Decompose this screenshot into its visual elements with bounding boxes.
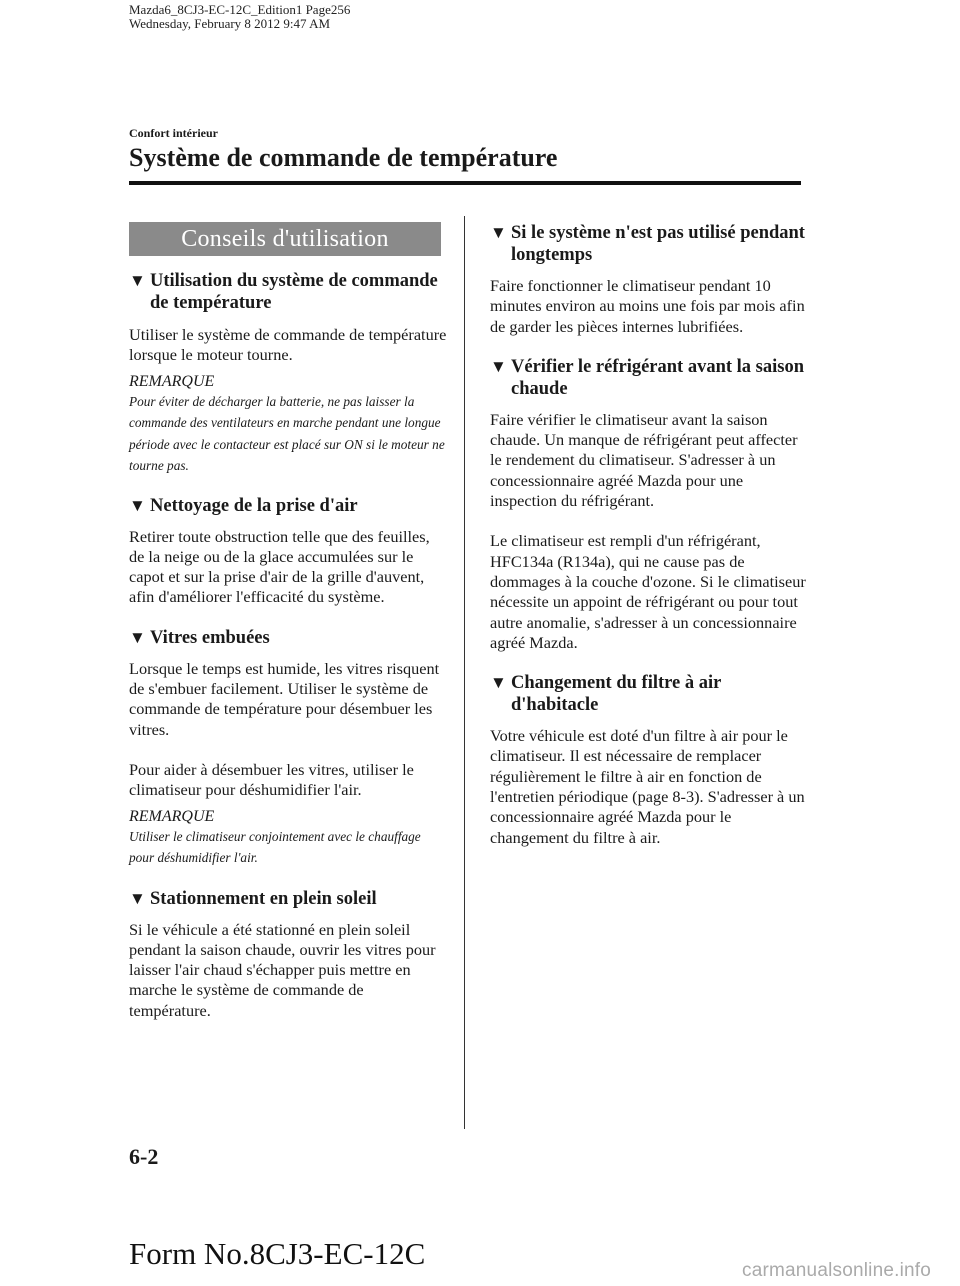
print-header-line1: Mazda6_8CJ3-EC-12C_Edition1 Page256 — [129, 2, 351, 17]
paragraph: Si le véhicule a été stationné en plein soleil pendant la saison chaude, ouvrir les vitres pour laisser l'air chaud s'échapper puis mettre en marche le système de commande de température. — [129, 919, 436, 1020]
topic-heading-text: Si le système n'est pas utilisé pendant longtemps — [511, 223, 805, 265]
note-text: Pour éviter de décharger la batterie, ne pas laisser la commande des ventilateurs en marche pendant une longue période avec le contacteur est placé sur ON si le moteur ne tourne pas. — [129, 393, 445, 474]
column-divider — [464, 216, 465, 1129]
print-header-line2: Wednesday, February 8 2012 9:47 AM — [129, 16, 331, 31]
paragraph: Votre véhicule est doté d'un filtre à air pour le climatiseur. Il est nécessaire de remplacer régulièrement le filtre à air en fonction de l'entretien périodique (page 8-3). S'adresser à un concessionnaire agréé Mazda pour le changement du filtre à air. — [490, 726, 805, 847]
title-rule — [129, 181, 801, 185]
topic-heading — [129, 495, 447, 517]
note-label: REMARQUE — [129, 372, 215, 390]
topic-heading — [490, 356, 808, 400]
triangle-bullet-icon: ▼ — [490, 356, 507, 376]
page-number: 6-2 — [129, 1144, 159, 1169]
note-text: Utiliser le climatiseur conjointement avec le chauffage pour déshumidifier l'air. — [129, 828, 421, 866]
topic-heading-text: Utilisation du système de commande de température — [150, 271, 438, 313]
form-number: Form No.8CJ3-EC-12C — [129, 1236, 426, 1271]
paragraph: Le climatiseur est rempli d'un réfrigérant, HFC134a (R134a), qui ne cause pas de dommages à la couche d'ozone. Si le climatiseur nécessite un appoint de réfrigérant ou pour tout autre anomalie, s'adresser à un concessionnaire agréé Mazda. — [490, 531, 806, 652]
paragraph: Utiliser le système de commande de température lorsque le moteur tourne. — [129, 325, 447, 365]
topic-heading — [129, 627, 447, 649]
topic-heading — [129, 888, 447, 910]
paragraph: Faire vérifier le climatiseur avant la saison chaude. Un manque de réfrigérant peut affecter le rendement du climatiseur. S'adresser à un concessionnaire agréé Mazda pour une inspection du réfrigérant. — [490, 409, 798, 511]
triangle-bullet-icon: ▼ — [490, 223, 507, 242]
section-label: Confort intérieur — [129, 126, 218, 140]
topic-heading-text: Vitres embuées — [150, 627, 270, 648]
topic-heading-text: Changement du filtre à air d'habitacle — [511, 673, 722, 716]
note-label: REMARQUE — [129, 807, 215, 825]
topic-heading — [490, 222, 808, 266]
topic-heading-text: Nettoyage de la prise d'air — [150, 495, 358, 516]
topic-heading-text: Vérifier le réfrigérant avant la saison chaude — [511, 356, 805, 399]
section-heading-box: Conseils d'utilisation — [129, 222, 441, 256]
paragraph: Lorsque le temps est humide, les vitres risquent de s'embuer facilement. Utiliser le système de commande de température pour désembuer les vitres. — [129, 658, 440, 739]
paragraph: Retirer toute obstruction telle que des feuilles, de la neige ou de la glace accumulées sur le capot et sur la prise d'air de la grille d'auvent, afin d'améliorer l'efficacité du système. — [129, 526, 430, 607]
topic-heading-text: Stationnement en plein soleil — [150, 888, 377, 909]
topic-heading — [129, 270, 447, 314]
triangle-bullet-icon: ▼ — [129, 888, 146, 908]
paragraph: Faire fonctionner le climatiseur pendant 10 minutes environ au moins une fois par mois afin de garder les pièces internes lubrifiées. — [490, 276, 805, 336]
left-column — [129, 222, 447, 1021]
triangle-bullet-icon: ▼ — [129, 627, 146, 647]
page-title: Système de commande de température — [129, 143, 558, 172]
triangle-bullet-icon: ▼ — [490, 673, 507, 693]
triangle-bullet-icon: ▼ — [129, 495, 146, 515]
watermark: carmanualsonline.info — [742, 1260, 932, 1281]
paragraph: Pour aider à désembuer les vitres, utiliser le climatiseur pour déshumidifier l'air. — [129, 759, 414, 800]
triangle-bullet-icon: ▼ — [129, 271, 146, 290]
right-column — [490, 222, 808, 848]
topic-heading — [490, 672, 808, 716]
